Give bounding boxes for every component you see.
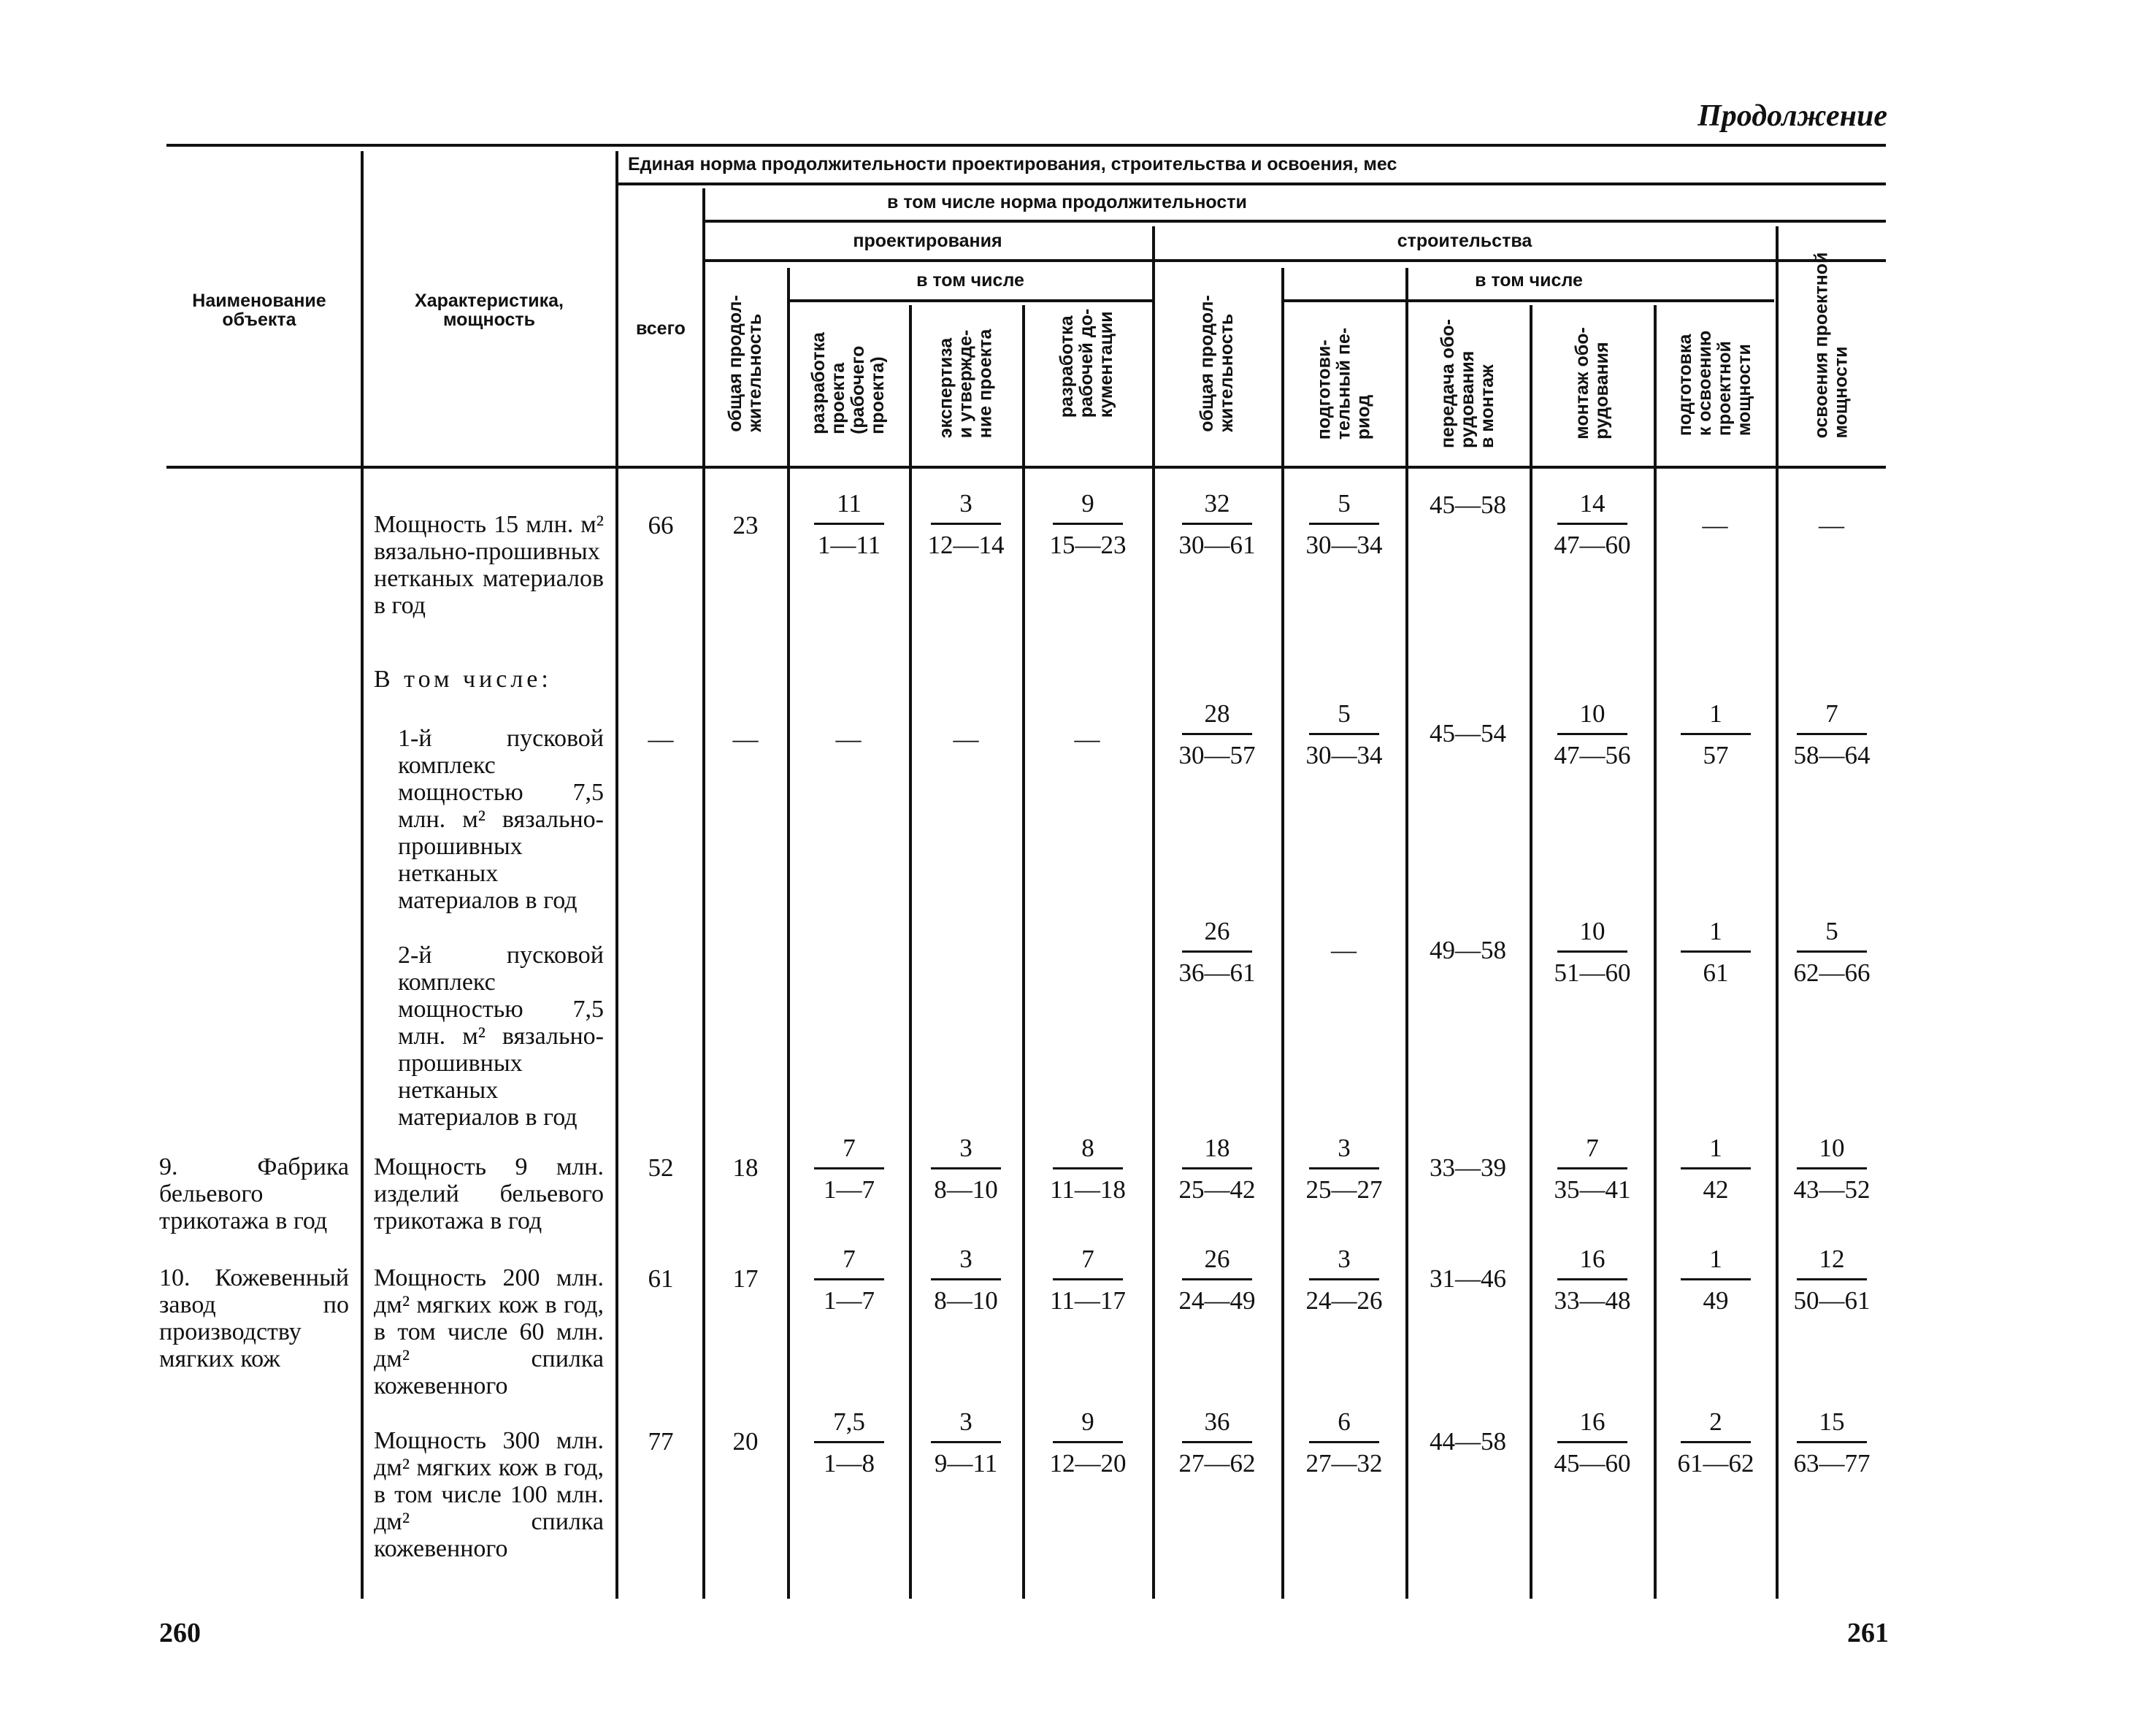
cell-prep-period: 3 25—27 <box>1305 1134 1383 1204</box>
cell-project-dev: 7,5 1—8 <box>798 1407 900 1478</box>
cell-constr-total: 36 27—62 <box>1178 1407 1256 1478</box>
header-prepare-mastering: подготовка к освоению проектной мощности <box>1675 330 1754 437</box>
cell-design-total: 18 <box>732 1153 759 1182</box>
cell-design-total: 20 <box>732 1427 759 1456</box>
cell-mastering: 12 50—61 <box>1793 1245 1871 1315</box>
header-equipment-transfer: передача обо- рудования в монтаж <box>1438 318 1498 448</box>
cell-total: 66 <box>648 511 674 539</box>
cell-prep-period: 5 30—34 <box>1305 699 1383 769</box>
cell-design-total: — <box>732 725 759 753</box>
rule <box>909 305 912 1599</box>
page-number-left: 260 <box>159 1618 201 1648</box>
cell-constr-total: 26 36—61 <box>1178 917 1256 987</box>
rule <box>705 259 1886 262</box>
header-design: проектирования <box>853 230 1002 251</box>
cell-expertise: — <box>953 725 979 753</box>
header-equipment-install: монтаж обо- рудования <box>1571 327 1612 439</box>
cell-prepare-mastering: 1 57 <box>1665 699 1767 770</box>
cell-prep-period: 3 24—26 <box>1305 1245 1383 1315</box>
cell-expertise: 3 8—10 <box>915 1245 1017 1315</box>
cell-constr-total: 32 30—61 <box>1178 489 1256 559</box>
rule <box>1530 305 1532 1599</box>
row-object-name: 9. Фабрика бельевого трикотажа в год <box>159 1153 349 1234</box>
cell-total: 61 <box>648 1264 674 1293</box>
cell-equipment-install: 16 45—60 <box>1554 1407 1631 1478</box>
rule <box>615 151 618 1599</box>
cell-prep-period: 6 27—32 <box>1305 1407 1383 1478</box>
cell-design-total: 17 <box>732 1264 759 1293</box>
rule <box>361 151 364 1599</box>
row-object-name: 10. Кожевенный завод по производству мягких кож <box>159 1264 349 1372</box>
header-work-docs: разработка рабочей до- кументации <box>1056 308 1117 418</box>
rule <box>1022 305 1025 1599</box>
row-subheading: В том числе: <box>374 666 552 693</box>
row-characteristic: Мощность 200 млн. дм² мягких кож в год, в том числе 60 млн. дм² спилка кожевенного <box>374 1264 604 1399</box>
cell-prep-period: 5 30—34 <box>1305 489 1383 559</box>
row-characteristic: Мощность 9 млн. изделий бельевого трикотажа в год <box>374 1153 604 1234</box>
header-unified-norm: Единая норма продолжительности проектирования, строительства и освоения, мес <box>628 153 1397 174</box>
cell-expertise: 3 12—14 <box>927 489 1005 559</box>
header-design-total: общая продол- жительность <box>725 294 765 432</box>
continuation-label: Продолжение <box>1697 99 1887 133</box>
cell-prepare-mastering: 1 61 <box>1665 917 1767 988</box>
cell-prepare-mastering: 2 61—62 <box>1677 1407 1754 1478</box>
row-characteristic: Мощность 15 млн. м² вязально-прошивных нетканых материалов в год <box>374 511 604 619</box>
rule <box>787 268 790 1599</box>
rule <box>1284 299 1774 302</box>
rule <box>617 183 1886 185</box>
header-characteristic: Характеристика, мощность <box>415 290 564 330</box>
cell-work-docs: 9 12—20 <box>1049 1407 1127 1478</box>
cell-project-dev: 7 1—7 <box>798 1134 900 1205</box>
cell-work-docs: 8 11—18 <box>1050 1134 1126 1204</box>
cell-prepare-mastering: 1 49 <box>1665 1245 1767 1315</box>
cell-work-docs: — <box>1074 725 1100 753</box>
header-design-incl: в том числе <box>916 269 1024 291</box>
cell-total: 52 <box>648 1153 674 1182</box>
cell-mastering: 10 43—52 <box>1793 1134 1871 1204</box>
row-characteristic: Мощность 300 млн. дм² мягких кож в год, в том числе 100 млн. дм² спилка кожевенного <box>374 1427 604 1562</box>
cell-project-dev: 7 1—7 <box>798 1245 900 1315</box>
header-prep-period: подготови- тельный пе- риод <box>1313 327 1373 439</box>
header-constr-incl: в том числе <box>1475 269 1583 291</box>
cell-equipment-install: 7 35—41 <box>1554 1134 1631 1204</box>
rule <box>1405 268 1408 1599</box>
cell-equipment-install: 10 51—60 <box>1554 917 1631 987</box>
cell-prepare-mastering: — <box>1702 511 1728 539</box>
cell-project-dev: — <box>835 725 862 753</box>
rule <box>1281 268 1284 1599</box>
header-incl-norm: в том числе норма продолжительности <box>887 191 1247 212</box>
header-expertise: экспертиза и утвержде- ние проекта <box>935 329 996 438</box>
page-number-right: 261 <box>1847 1618 1889 1648</box>
cell-equipment-install: 14 47—60 <box>1554 489 1631 559</box>
rule <box>705 220 1886 223</box>
header-name: Наименование объекта <box>192 290 326 330</box>
header-construction: строительства <box>1397 230 1532 251</box>
cell-equipment-install: 16 33—48 <box>1554 1245 1631 1315</box>
rule <box>1654 305 1657 1599</box>
cell-equipment-transfer: 31—46 <box>1430 1264 1506 1293</box>
cell-prep-period: — <box>1331 936 1357 964</box>
cell-mastering: — <box>1819 511 1844 539</box>
header-total: всего <box>636 318 686 339</box>
cell-equipment-transfer: 33—39 <box>1430 1153 1506 1182</box>
cell-prepare-mastering: 1 42 <box>1665 1134 1767 1205</box>
cell-equipment-install: 10 47—56 <box>1554 699 1631 769</box>
cell-constr-total: 28 30—57 <box>1178 699 1256 769</box>
cell-work-docs: 9 15—23 <box>1049 489 1127 559</box>
header-project-dev: разработка проекта (рабочего проекта) <box>808 332 888 434</box>
cell-equipment-transfer: 49—58 <box>1430 936 1506 964</box>
rule <box>166 144 1886 147</box>
cell-expertise: 3 9—11 <box>915 1407 1017 1478</box>
cell-equipment-transfer: 45—54 <box>1430 719 1506 748</box>
header-constr-total: общая продол- жительность <box>1197 294 1237 432</box>
cell-design-total: 23 <box>732 511 759 539</box>
row-characteristic: 1-й пусковой комплекс мощностью 7,5 млн. м² вязально-прошивных нетканых материалов в год <box>398 725 604 914</box>
cell-mastering: 7 58—64 <box>1793 699 1871 769</box>
cell-work-docs: 7 11—17 <box>1050 1245 1126 1315</box>
cell-equipment-transfer: 45—58 <box>1430 491 1506 519</box>
cell-project-dev: 11 1—11 <box>798 489 900 560</box>
cell-mastering: 5 62—66 <box>1793 917 1871 987</box>
cell-equipment-transfer: 44—58 <box>1430 1427 1506 1456</box>
cell-constr-total: 18 25—42 <box>1178 1134 1256 1204</box>
cell-total: 77 <box>648 1427 674 1456</box>
cell-total: — <box>648 725 674 753</box>
cell-expertise: 3 8—10 <box>915 1134 1017 1205</box>
rule <box>166 466 1886 469</box>
cell-constr-total: 26 24—49 <box>1178 1245 1256 1315</box>
cell-mastering: 15 63—77 <box>1793 1407 1871 1478</box>
header-mastering: освоения проектной мощности <box>1811 251 1852 439</box>
row-characteristic: 2-й пусковой комплекс мощностью 7,5 млн. м² вязально-прошивных нетканых материалов в год <box>398 942 604 1131</box>
